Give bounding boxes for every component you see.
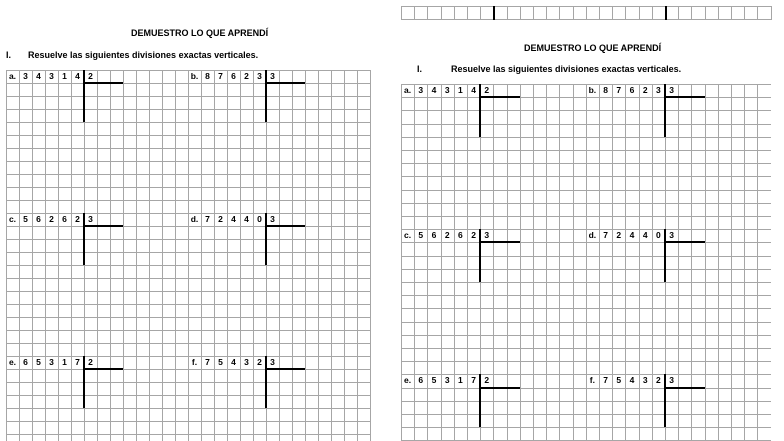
grid-line-v <box>331 70 332 441</box>
grid-line-h <box>6 174 371 175</box>
divisor-digit: 2 <box>88 357 93 367</box>
grid-line-v <box>599 6 600 20</box>
grid-line-v <box>162 70 163 441</box>
grid-line-h <box>6 382 371 383</box>
division-horizontal-line <box>84 82 123 84</box>
grid-line-h <box>401 163 771 164</box>
grid-line-v <box>19 70 20 441</box>
dividend-digit: 3 <box>49 357 54 367</box>
dividend-digit: 1 <box>62 71 67 81</box>
grid-line-h <box>6 83 371 84</box>
dividend-digit: 2 <box>257 357 262 367</box>
grid-line-h <box>401 388 771 389</box>
dividend-digit: 7 <box>75 357 80 367</box>
dividend-digit: 1 <box>458 85 463 95</box>
instruction <box>6 50 258 60</box>
grid-line-v <box>454 6 455 20</box>
dividend-digit: 2 <box>444 230 450 241</box>
grid-line-v <box>279 70 280 441</box>
grid-line-v <box>757 6 758 20</box>
dividend-digit: 6 <box>231 71 236 81</box>
divisor-digit: 3 <box>270 357 275 367</box>
dividend-digit: 3 <box>257 71 262 81</box>
grid-line-v <box>625 6 626 20</box>
grid-line-h <box>401 124 771 125</box>
grid-line-v <box>58 70 59 441</box>
grid-line-h <box>401 348 771 349</box>
grid-line-h <box>6 291 371 292</box>
grid-line-v <box>136 70 137 441</box>
grid-line-v <box>240 70 241 441</box>
dividend-digit: 4 <box>75 71 80 81</box>
division-horizontal-line <box>665 387 705 389</box>
page-title: DEMUESTRO LO QUE APRENDÍ <box>524 43 662 53</box>
grid-line-h <box>6 395 371 396</box>
dividend-digit: 4 <box>36 71 41 81</box>
dividend-digit: 5 <box>418 230 424 241</box>
dividend-digit: 3 <box>418 85 424 95</box>
divisor-digit: 3 <box>669 375 674 386</box>
grid-line-v <box>45 70 46 441</box>
grid-line-h <box>6 96 371 97</box>
divisor-digit: 2 <box>484 375 490 386</box>
grid-line-v <box>718 6 719 20</box>
dividend-digit: 6 <box>23 357 28 367</box>
grid-line-v <box>612 6 613 20</box>
instruction-number: I. <box>417 64 423 74</box>
dividend-digit: 4 <box>642 230 648 241</box>
divisor-digit: 2 <box>484 85 490 95</box>
dividend-digit: 2 <box>218 214 223 224</box>
dividend-digit: 3 <box>49 71 54 81</box>
division-vertical-line <box>665 6 667 20</box>
division-horizontal-line <box>480 241 520 243</box>
division-horizontal-line <box>665 96 705 98</box>
dividend-digit: 4 <box>629 230 635 241</box>
problem-label: b. <box>588 85 597 95</box>
dividend-digit: 0 <box>656 230 661 241</box>
grid-line-v <box>546 6 547 20</box>
grid-line-h <box>401 97 771 98</box>
division-horizontal-line <box>84 225 123 227</box>
divisor-digit: 3 <box>669 230 674 241</box>
grid-line-h <box>6 122 371 123</box>
grid-line-v <box>652 6 653 20</box>
division-vertical-line <box>265 70 267 122</box>
dividend-digit: 6 <box>36 214 41 224</box>
problem-label: f. <box>589 375 595 386</box>
grid-strip-top <box>401 6 771 20</box>
grid-line-h <box>401 176 771 177</box>
grid-line-h <box>401 242 771 243</box>
divisor-digit: 3 <box>484 230 490 241</box>
dividend-digit: 3 <box>244 357 249 367</box>
grid-line-h <box>6 148 371 149</box>
problem-label: e. <box>8 357 17 367</box>
grid-line-h <box>6 317 371 318</box>
dividend-digit: 2 <box>471 230 476 241</box>
grid-line-h <box>6 434 371 435</box>
grid-line-v <box>214 70 215 441</box>
grid-line-h <box>401 190 771 191</box>
division-horizontal-line <box>266 368 305 370</box>
grid-line-v <box>401 6 402 20</box>
grid-line-v <box>480 6 481 20</box>
dividend-digit: 6 <box>431 230 437 241</box>
grid-line-v <box>586 6 587 20</box>
dividend-digit: 8 <box>205 71 210 81</box>
dividend-digit: 2 <box>656 375 661 386</box>
grid-line-h <box>6 369 371 370</box>
division-vertical-line <box>664 229 666 282</box>
division-vertical-line <box>493 6 495 20</box>
dividend-digit: 7 <box>616 85 622 95</box>
dividend-digit: 2 <box>642 85 648 95</box>
problem-label: f. <box>191 357 198 367</box>
grid-line-v <box>253 70 254 441</box>
dividend-digit: 5 <box>616 375 622 386</box>
problem-label: c. <box>404 230 412 241</box>
division-vertical-line <box>83 356 85 408</box>
grid-line-v <box>188 70 189 441</box>
problem-label: b. <box>190 71 199 81</box>
instruction <box>417 64 681 74</box>
dividend-digit: 2 <box>49 214 54 224</box>
grid-line-v <box>639 6 640 20</box>
grid-line-h <box>6 200 371 201</box>
grid-line-v <box>520 6 521 20</box>
grid-line-h <box>6 252 371 253</box>
division-vertical-line <box>664 84 666 137</box>
grid-line-h <box>401 6 771 7</box>
grid-line-v <box>201 70 202 441</box>
dividend-digit: 5 <box>23 214 28 224</box>
division-vertical-line <box>479 229 481 282</box>
dividend-digit: 3 <box>656 85 661 95</box>
dividend-digit: 1 <box>62 357 67 367</box>
grid-line-h <box>6 343 371 344</box>
grid-line-v <box>731 6 732 20</box>
dividend-digit: 6 <box>62 214 67 224</box>
division-horizontal-line <box>84 368 123 370</box>
grid-line-h <box>6 265 371 266</box>
divisor-digit: 2 <box>88 71 93 81</box>
division-vertical-line <box>83 70 85 122</box>
grid-line-h <box>401 110 771 111</box>
grid-line-v <box>357 70 358 441</box>
grid-line-h <box>6 187 371 188</box>
dividend-digit: 5 <box>218 357 223 367</box>
grid-line-v <box>533 6 534 20</box>
dividend-digit: 3 <box>642 375 648 386</box>
instruction-text: Resuelve las siguientes divisiones exactas verticales. <box>451 64 682 74</box>
grid-line-v <box>573 6 574 20</box>
division-horizontal-line <box>266 82 305 84</box>
grid-line-v <box>467 6 468 20</box>
grid-line-h <box>6 161 371 162</box>
dividend-digit: 3 <box>444 85 450 95</box>
grid-line-h <box>6 421 371 422</box>
division-vertical-line <box>265 356 267 408</box>
problem-label: a. <box>8 71 17 81</box>
dividend-digit: 4 <box>431 85 437 95</box>
dividend-digit: 4 <box>231 214 236 224</box>
grid-line-h <box>6 278 371 279</box>
grid-line-v <box>344 70 345 441</box>
grid-line-v <box>370 70 371 441</box>
dividend-digit: 7 <box>205 214 210 224</box>
dividend-digit: 8 <box>603 85 608 95</box>
grid-line-h <box>401 282 771 283</box>
grid-line-h <box>6 330 371 331</box>
dividend-digit: 4 <box>231 357 236 367</box>
dividend-digit: 4 <box>471 85 476 95</box>
grid-line-h <box>401 414 771 415</box>
dividend-digit: 2 <box>244 71 249 81</box>
division-vertical-line <box>479 374 481 427</box>
grid-line-v <box>771 6 772 20</box>
instruction-number: I. <box>6 50 12 60</box>
square-grid <box>401 84 771 441</box>
division-horizontal-line <box>480 387 520 389</box>
grid-line-v <box>227 70 228 441</box>
problem-label: a. <box>404 85 412 95</box>
division-vertical-line <box>664 374 666 427</box>
division-horizontal-line <box>665 241 705 243</box>
grid-line-v <box>175 70 176 441</box>
divisor-digit: 3 <box>669 85 674 95</box>
grid-line-v <box>292 70 293 441</box>
grid-line-h <box>401 256 771 257</box>
grid-line-h <box>6 239 371 240</box>
page-title: DEMUESTRO LO QUE APRENDÍ <box>131 28 269 38</box>
dividend-digit: 7 <box>205 357 210 367</box>
grid-line-v <box>705 6 706 20</box>
grid-line-h <box>401 137 771 138</box>
dividend-digit: 7 <box>471 375 476 386</box>
division-vertical-line <box>265 213 267 265</box>
dividend-digit: 3 <box>444 375 450 386</box>
grid-line-v <box>149 70 150 441</box>
grid-line-v <box>427 6 428 20</box>
grid-line-v <box>110 70 111 441</box>
dividend-digit: 1 <box>458 375 463 386</box>
dividend-digit: 0 <box>257 214 262 224</box>
dividend-digit: 7 <box>218 71 223 81</box>
dividend-digit: 5 <box>36 357 41 367</box>
dividend-digit: 3 <box>23 71 28 81</box>
divisor-digit: 3 <box>88 214 93 224</box>
grid-line-h <box>401 427 771 428</box>
grid-line-h <box>401 335 771 336</box>
dividend-digit: 4 <box>244 214 249 224</box>
grid-line-v <box>71 70 72 441</box>
division-vertical-line <box>83 213 85 265</box>
grid-line-h <box>401 216 771 217</box>
grid-line-h <box>6 109 371 110</box>
grid-line-v <box>318 70 319 441</box>
dividend-digit: 2 <box>75 214 80 224</box>
grid-line-h <box>401 361 771 362</box>
problem-label: e. <box>404 375 412 386</box>
problem-label: d. <box>588 230 597 241</box>
divisor-digit: 3 <box>270 71 275 81</box>
dividend-digit: 7 <box>603 375 608 386</box>
grid-line-h <box>401 150 771 151</box>
grid-line-h <box>401 322 771 323</box>
grid-line-h <box>401 269 771 270</box>
dividend-digit: 6 <box>629 85 635 95</box>
grid-line-v <box>305 70 306 441</box>
grid-line-h <box>401 203 771 204</box>
grid-line-h <box>6 135 371 136</box>
grid-line-v <box>32 70 33 441</box>
grid-line-v <box>678 6 679 20</box>
grid-line-h <box>401 401 771 402</box>
division-horizontal-line <box>266 225 305 227</box>
division-horizontal-line <box>480 96 520 98</box>
grid-line-v <box>414 6 415 20</box>
grid-line-h <box>401 295 771 296</box>
grid-line-h <box>6 408 371 409</box>
problem-label: c. <box>8 214 17 224</box>
dividend-digit: 7 <box>603 230 608 241</box>
dividend-digit: 5 <box>431 375 437 386</box>
grid-line-h <box>6 226 371 227</box>
grid-line-v <box>744 6 745 20</box>
grid-line-v <box>123 70 124 441</box>
grid-line-v <box>691 6 692 20</box>
dividend-digit: 4 <box>629 375 635 386</box>
grid-line-v <box>441 6 442 20</box>
divisor-digit: 3 <box>270 214 275 224</box>
instruction-text: Resuelve las siguientes divisiones exactas verticales. <box>28 50 259 60</box>
grid-line-h <box>401 308 771 309</box>
problem-label: d. <box>190 214 199 224</box>
grid-line-v <box>507 6 508 20</box>
dividend-digit: 6 <box>458 230 463 241</box>
dividend-digit: 2 <box>616 230 622 241</box>
grid-line-h <box>401 19 771 20</box>
division-vertical-line <box>479 84 481 137</box>
grid-line-v <box>97 70 98 441</box>
grid-line-v <box>559 6 560 20</box>
dividend-digit: 6 <box>418 375 424 386</box>
grid-line-h <box>6 304 371 305</box>
grid-line-v <box>6 70 7 441</box>
square-grid <box>6 70 371 441</box>
